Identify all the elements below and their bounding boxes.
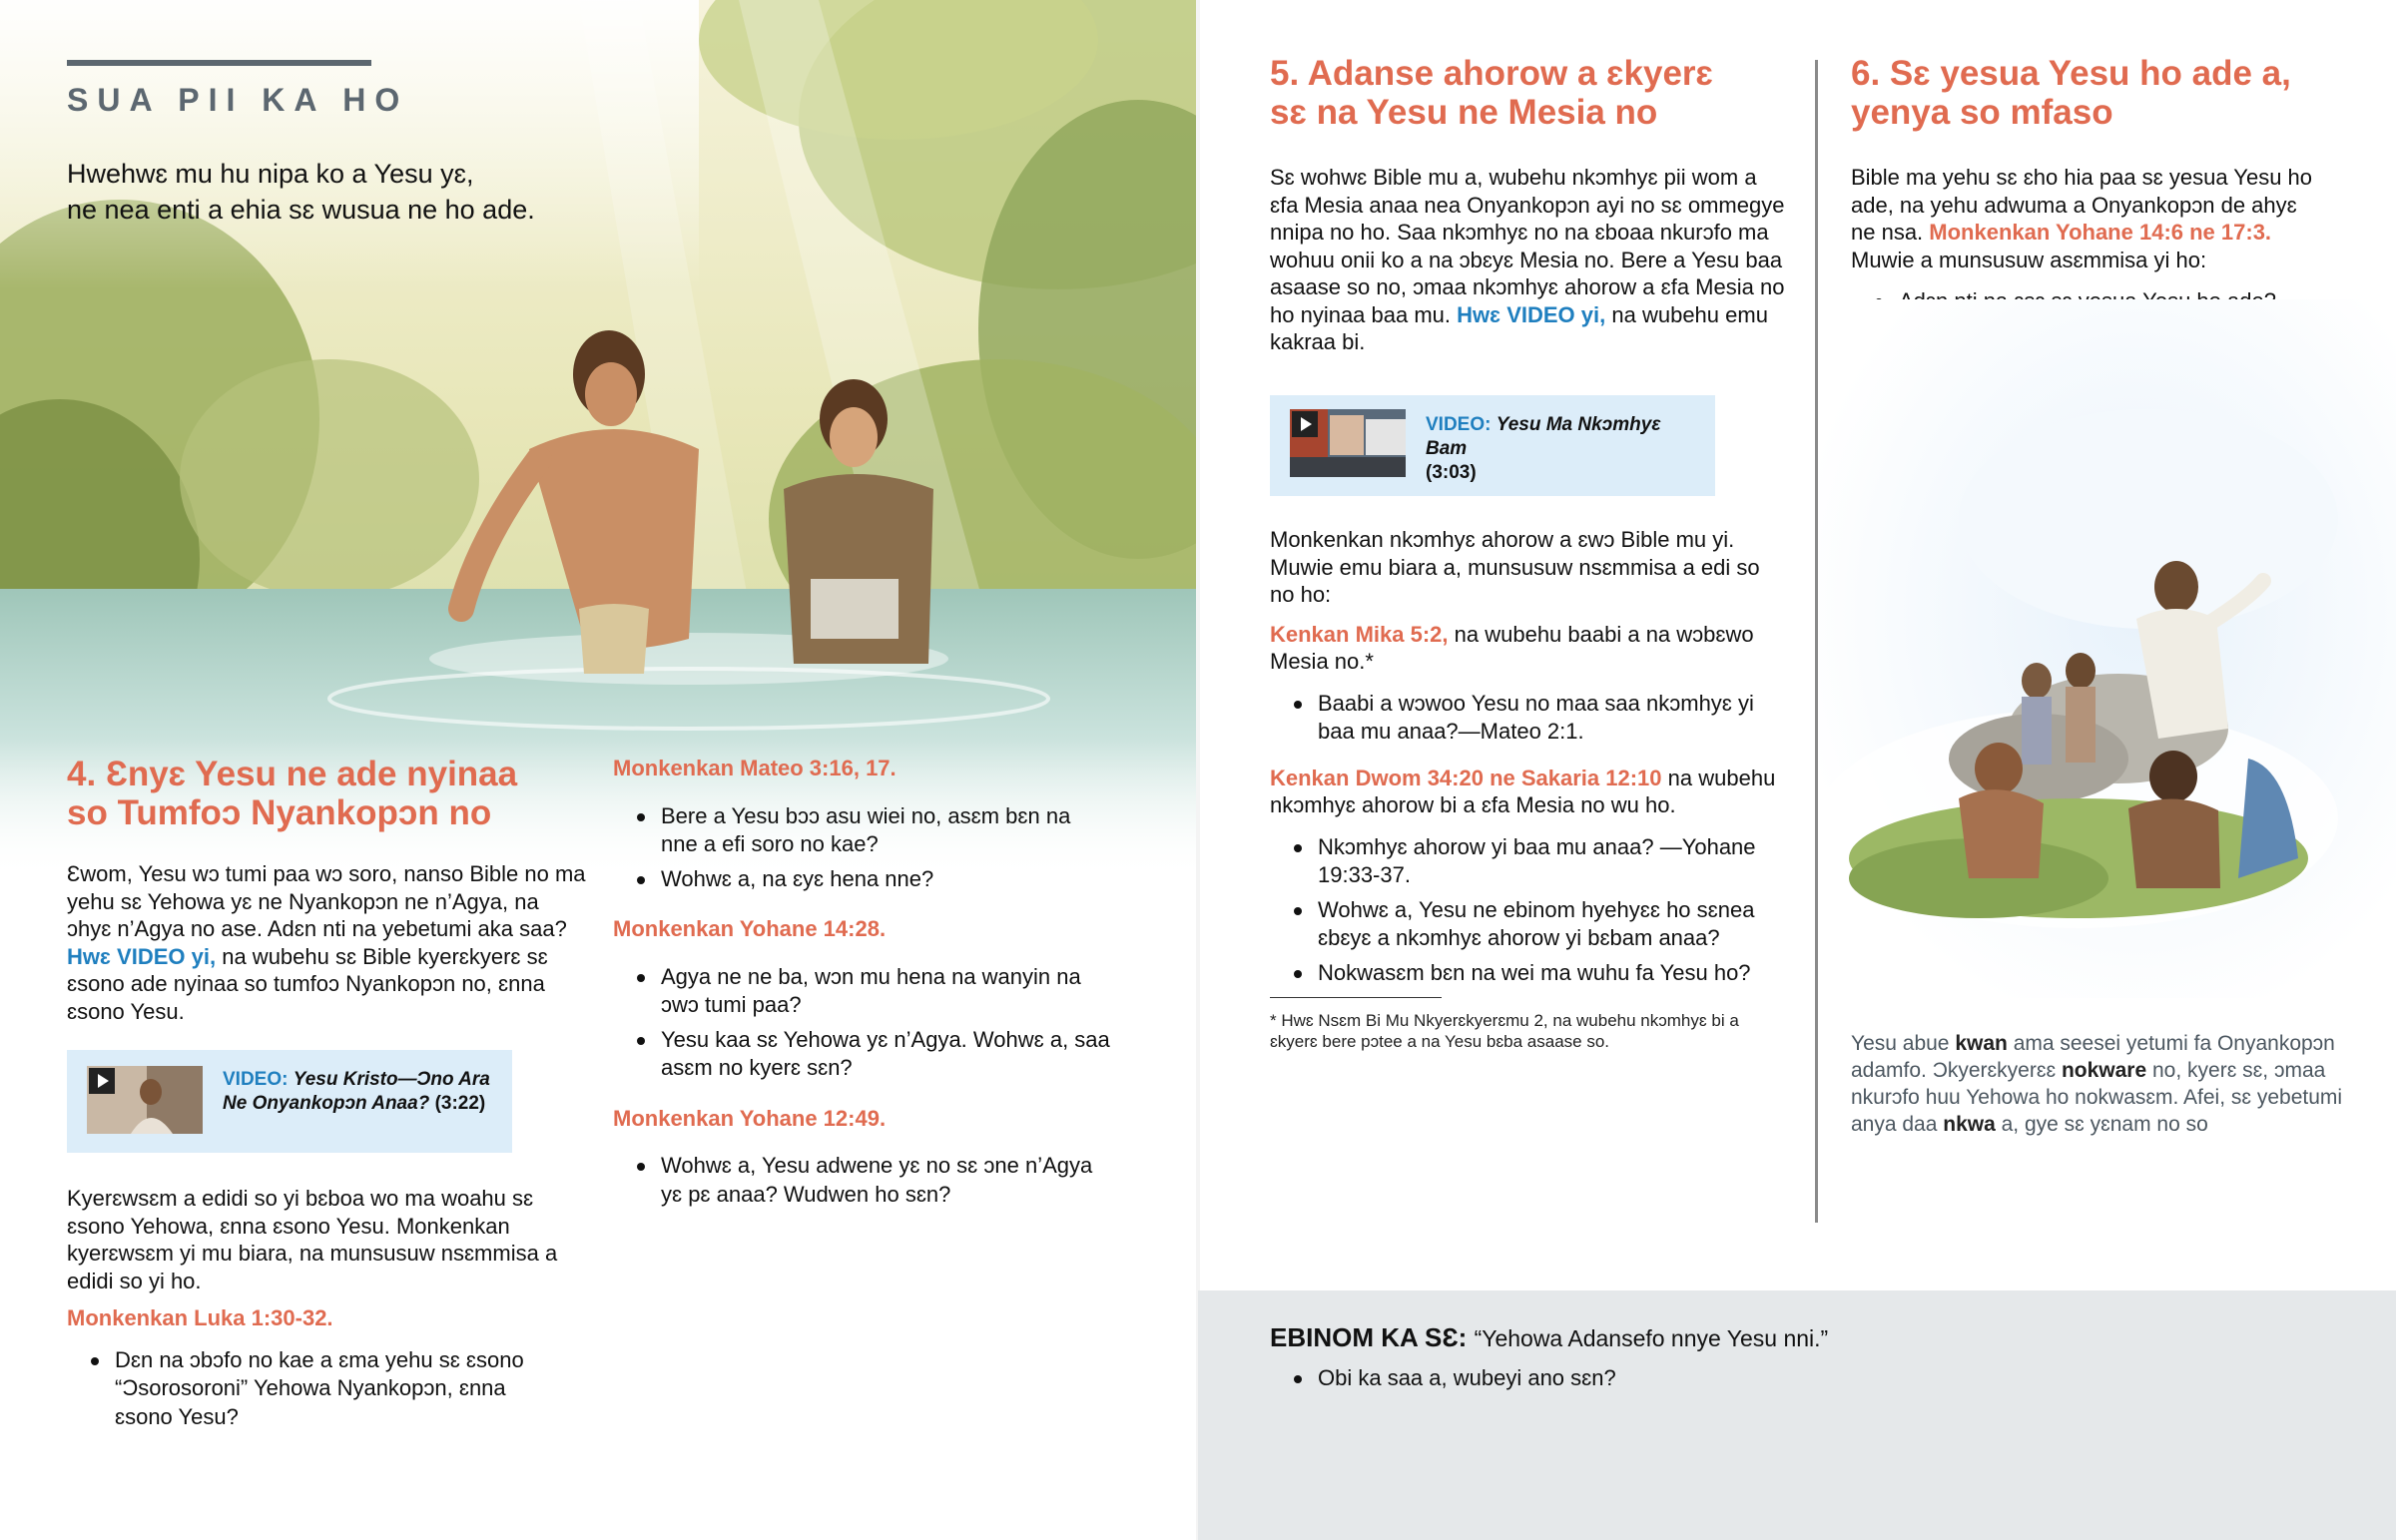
section-6 [1851,54,2316,322]
play-icon[interactable] [89,1068,115,1094]
question-item: Nokwasɛm bɛn na wei ma wuhu fa Yesu ho? [1270,959,1789,988]
section-5-paragraph-2: Monkenkan nkɔmhyɛ ahorow a ɛwɔ Bible mu yi. Muwie emu biara a, munsusuw nsɛmmisa a edi so no ho: [1270,527,1760,607]
video-label: VIDEO: Yesu Kristo—Ɔno Ara Ne Onyankopɔn Anaa? (3:22) [223,1069,490,1114]
mika-instruction: Kenkan Mika 5:2, na wubehu baabi a na wɔbɛwo Mesia no.* [1270,621,1754,674]
ebinom-label: EBINOM KA SƐ: [1270,1322,1468,1352]
question-item: Wohwɛ a, Yesu adwene yɛ no sɛ ɔne n’Agya yɛ pɛ anaa? Wudwen ho sɛn? [613,1152,1112,1209]
questions-dwom [1270,833,1789,988]
ref-luka: Monkenkan Luka 1:30-32. [67,1305,333,1330]
section-4 [67,755,586,1025]
question-item: Dɛn na ɔbɔfo no kae a ɛma yehu sɛ ɛsono “Ɔsorosoroni” Yehowa Nyankopɔn, ɛnna ɛsono Yesu? [67,1346,566,1432]
intro-line-2: ne nea enti a ehia sɛ wusua ne ho ade. [67,195,535,225]
section-6-paragraph: Bible ma yehu sɛ ɛho hia paa sɛ yesua Yesu ho ade, na yehu adwuma a Onyankopɔn de ahyɛ ne nsa. Monkenkan Yohane 14:6 ne 17:3. Muwie a munsusuw asɛmmisa yi ho: [1851,165,2313,272]
ebinom-ka-se-line [1270,1320,1828,1355]
question-item: Agya ne ne ba, wɔn mu hena na wanyin na ɔwɔ tumi paa? [613,963,1112,1020]
section-4-paragraph-1: Ɛwom, Yesu wɔ tumi paa wɔ soro, nanso Bible no ma yehu sɛ Yehowa yɛ ne Nyankopɔn ne n’Agya, na ɔhyɛ n’Agya no ase. Adɛn nti na yebetumi aka saa? Hwɛ VIDEO yi, na wubehu sɛ Bible kyerɛkyerɛ sɛ ɛsono ade nyinaa so tumfoɔ Nyankopɔn no, ɛnna ɛsono Yesu. [67,861,586,1024]
ref-mika: Kenkan Mika 5:2, [1270,621,1449,647]
questions-mateo [613,802,1112,894]
intro-text [67,156,535,228]
question-item: Nkɔmhyɛ ahorow yi baa mu anaa? —Yohane 19:33-37. [1270,833,1789,890]
question-item: Bere a Yesu bɔɔ asu wiei no, asɛm bɛn na nne a efi soro no kae? [613,802,1112,859]
questions-luka [67,1346,566,1432]
question-item: Baabi a wɔwoo Yesu no maa saa nkɔmhyɛ yi baa mu anaa?—Mateo 2:1. [1270,690,1789,747]
illustration-caption: Yesu abue kwan ama seesei yetumi fa Onyankopɔn adamfo. Ɔkyerɛkyerɛɛ nokware no, kyerɛ sɛ, ɔmaa nkurɔfo huu Yehowa ho nokwasɛm. Afei, sɛ yebetumi anya daa nkwa a, gye sɛ yɛnam no so [1851,1032,2343,1136]
question-item: Wohwɛ a, Yesu ne ebinom hyehyɛɛ ho sɛnea ɛbɛyɛ a nkɔmhyɛ ahorow yi bɛbam anaa? [1270,896,1789,953]
section-label: SUA PII KA HO [67,82,409,118]
section-5-continued [1270,526,1789,1052]
ebinom-quote: “Yehowa Adansefo nnye Yesu nni.” [1474,1325,1829,1351]
ref-yohane-12-49: Monkenkan Yohane 12:49. [613,1105,887,1131]
ref-dwom-sakaria: Kenkan Dwom 34:20 ne Sakaria 12:10 [1270,765,1662,790]
question-item: Wohwɛ a, na ɛyɛ hena nne? [613,865,1112,894]
intro-line-1: Hwehwɛ mu hu nipa ko a Yesu yɛ, [67,159,474,189]
questions-yohane-12-49 [613,1152,1112,1209]
ref-yohane-14-28: Monkenkan Yohane 14:28. [613,916,887,941]
ref-yohane-14-6: Monkenkan Yohane 14:6 ne 17:3. [1929,220,2272,245]
baptism-illustration [0,0,1198,878]
video-link[interactable]: Hwɛ VIDEO yi, [67,943,217,969]
video-link[interactable]: Hwɛ VIDEO yi, [1457,301,1606,327]
header-rule [67,60,371,66]
section-4-title: 4. Ɛnyɛ Yesu ne ade nyinaa so Tumfoɔ Nyankopɔn no [67,755,518,832]
section-5-title: 5. Adanse ahorow a ɛkyerɛ sɛ na Yesu ne Mesia no [1270,54,1713,132]
questions-footer [1270,1364,1969,1399]
footnote: * Hwɛ Nsɛm Bi Mu Nkyerɛkyerɛmu 2, na wubehu nkɔmhyɛ bi a ɛkyerɛ bere pɔtee a na Yesu bɛba asaase so. [1270,1011,1739,1051]
questions-yohane-14-28 [613,963,1112,1083]
column-divider [1815,60,1818,1223]
section-5 [1270,54,1789,356]
ebinom-ka-se-box [1198,1290,2396,1540]
section-6-title: 6. Sɛ yesua Yesu ho ade a, yenya so mfaso [1851,54,2291,132]
play-icon[interactable] [1292,411,1318,437]
video-card-yesu-kristo[interactable] [67,1050,512,1153]
ref-mateo: Monkenkan Mateo 3:16, 17. [613,756,897,780]
section-4-column-2 [613,755,1112,1215]
video-label: VIDEO: Yesu Ma Nkɔmhyɛ Bam (3:03) [1426,414,1661,483]
section-4-paragraph-2: Kyerɛwsɛm a edidi so yi bɛboa wo ma woahu sɛ ɛsono Yehowa, ɛnna ɛsono Yesu. Monkenkan kyerɛwsɛm yi mu biara, na munsusuw nsɛmmisa a edidi so yi ho. [67,1186,558,1293]
footnote-rule [1270,997,1442,998]
questions-mika [1270,690,1789,747]
question-item: Yesu kaa sɛ Yehowa yɛ n’Agya. Wohwɛ a, saa asɛm no kyerɛ sɛn? [613,1026,1112,1083]
section-5-paragraph-1: Sɛ wohwɛ Bible mu a, wubehu nkɔmhyɛ pii wom a ɛfa Mesia anaa nea Onyankopɔn ayi no sɛ ommegye nnipa no ho. Saa nkɔmhyɛ no na ɛboaa nkurɔfo ma wohuu onii ko a na ɔbɛyɛ Mesia no. Bere a Yesu baa asaase so no, ɔmaa nkɔmhyɛ ahorow a ɛfa Mesia no ho nyinaa baa mu. Hwɛ VIDEO yi, na wubehu emu kakraa bi. [1270,165,1785,354]
teaching-illustration [1819,299,2396,998]
dwom-instruction: Kenkan Dwom 34:20 ne Sakaria 12:10 na wubehu nkɔmhyɛ ahorow bi a ɛfa Mesia no wu ho. [1270,765,1776,817]
video-card-yesu-ma-nkomhye-bam[interactable] [1270,395,1715,496]
question-item: Obi ka saa a, wubeyi ano sɛn? [1270,1364,1969,1393]
section-4-continued [67,1185,586,1437]
